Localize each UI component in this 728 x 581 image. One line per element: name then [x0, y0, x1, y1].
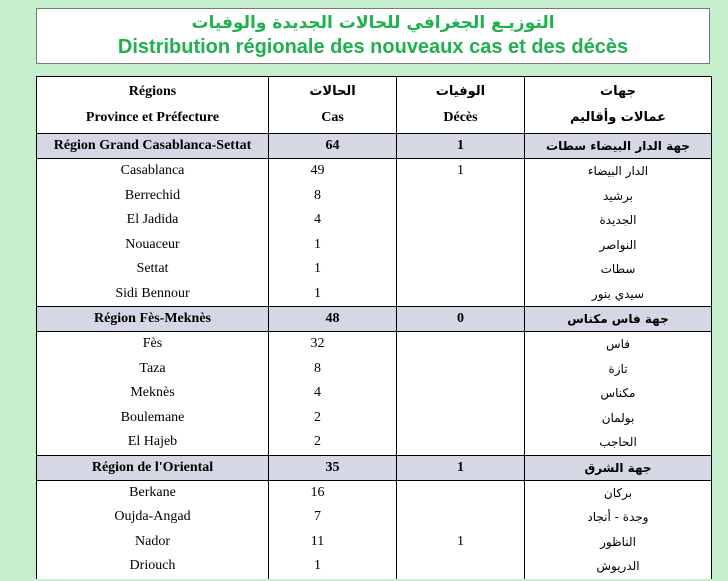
cell-region-fr: El Hajeb — [37, 430, 269, 455]
cell-region-fr: Région Grand Casablanca-Settat — [37, 134, 269, 159]
cell-region-fr: Casablanca — [37, 159, 269, 184]
cell-region-ar: مكناس — [525, 381, 712, 406]
table-row — [37, 381, 712, 406]
cell-cas: 32 — [269, 332, 397, 357]
cell-cas: 1 — [269, 257, 397, 282]
region-row — [37, 307, 712, 332]
cell-region-ar: بركان — [525, 480, 712, 505]
cell-region-fr: Meknès — [37, 381, 269, 406]
cell-region-fr: Région Fès-Meknès — [37, 307, 269, 332]
cell-deces — [397, 381, 525, 406]
table-row — [37, 184, 712, 209]
cell-deces — [397, 282, 525, 307]
table-row — [37, 159, 712, 184]
cell-deces — [397, 357, 525, 382]
cell-region-fr: Nador — [37, 530, 269, 555]
cell-region-fr: Oujda-Angad — [37, 505, 269, 530]
region-row — [37, 455, 712, 480]
table-row — [37, 282, 712, 307]
cell-region-fr: Fès — [37, 332, 269, 357]
region-row — [37, 134, 712, 159]
cell-cas: 64 — [269, 134, 397, 159]
cell-cas: 8 — [269, 357, 397, 382]
cell-region-fr: Driouch — [37, 554, 269, 579]
cell-region-ar: الدريوش — [525, 554, 712, 579]
cell-cas: 1 — [269, 282, 397, 307]
header-cas-fr: Cas — [321, 110, 344, 125]
cell-cas: 16 — [269, 480, 397, 505]
cell-region-ar: جهة الدار البيضاء سطات — [525, 134, 712, 159]
cell-region-ar: جهة الشرق — [525, 455, 712, 480]
table-row — [37, 480, 712, 505]
cell-region-ar: برشيد — [525, 184, 712, 209]
cell-deces: 0 — [397, 307, 525, 332]
title-box — [36, 8, 710, 64]
cell-deces: 1 — [397, 134, 525, 159]
header-region-ar-line1: جهات — [600, 84, 636, 99]
cell-region-fr: Région de l'Oriental — [37, 455, 269, 480]
header-region-fr-line1: Régions — [128, 84, 177, 99]
cell-region-ar: وجدة - أنجاد — [525, 505, 712, 530]
cell-cas: 1 — [269, 554, 397, 579]
cell-cas: 4 — [269, 381, 397, 406]
cell-deces: 1 — [397, 159, 525, 184]
cell-deces — [397, 233, 525, 258]
cell-cas: 35 — [269, 455, 397, 480]
header-deces-fr: Décès — [443, 110, 478, 125]
cell-cas: 11 — [269, 530, 397, 555]
cell-region-ar: سطات — [525, 257, 712, 282]
cell-deces — [397, 406, 525, 431]
cell-region-fr: Nouaceur — [37, 233, 269, 258]
header-deces-ar: الوفيات — [435, 84, 486, 99]
cell-region-ar: فاس — [525, 332, 712, 357]
distribution-table — [36, 76, 712, 579]
cell-region-fr: Sidi Bennour — [37, 282, 269, 307]
cell-region-fr: Settat — [37, 257, 269, 282]
cell-cas: 1 — [269, 233, 397, 258]
table-row — [37, 332, 712, 357]
cell-region-ar: سيدي بنور — [525, 282, 712, 307]
cell-region-fr: Berrechid — [37, 184, 269, 209]
title-arabic: التوزيـع الجغرافي للحالات الجديدة والوفيات — [191, 13, 555, 33]
cell-cas: 48 — [269, 307, 397, 332]
table-row — [37, 208, 712, 233]
cell-deces — [397, 257, 525, 282]
header-deces — [397, 77, 525, 134]
header-cas-ar: الحالات — [309, 84, 356, 99]
cell-deces — [397, 480, 525, 505]
cell-cas: 8 — [269, 184, 397, 209]
header-region-ar-line2: عمالات وأقاليم — [569, 110, 667, 125]
cell-deces — [397, 554, 525, 579]
cell-region-fr: Berkane — [37, 480, 269, 505]
table-row — [37, 233, 712, 258]
cell-region-fr: Taza — [37, 357, 269, 382]
cell-deces — [397, 184, 525, 209]
cell-region-ar: الدار البيضاء — [525, 159, 712, 184]
cell-region-ar: تازة — [525, 357, 712, 382]
table-row — [37, 530, 712, 555]
cell-deces — [397, 208, 525, 233]
cell-deces — [397, 430, 525, 455]
header-region-fr — [37, 77, 269, 134]
header-region-fr-line2: Province et Préfecture — [85, 110, 220, 125]
table-row — [37, 505, 712, 530]
cell-cas: 2 — [269, 430, 397, 455]
table-row — [37, 257, 712, 282]
table-row — [37, 554, 712, 579]
cell-region-fr: Boulemane — [37, 406, 269, 431]
cell-deces: 1 — [397, 455, 525, 480]
cell-deces — [397, 505, 525, 530]
cell-deces: 1 — [397, 530, 525, 555]
table-row — [37, 406, 712, 431]
table-row — [37, 430, 712, 455]
cell-region-ar: بولمان — [525, 406, 712, 431]
cell-cas: 49 — [269, 159, 397, 184]
table-header-row — [37, 77, 712, 134]
cell-region-fr: El Jadida — [37, 208, 269, 233]
title-french: Distribution régionale des nouveaux cas et des décès — [117, 36, 629, 58]
cell-cas: 7 — [269, 505, 397, 530]
table-body — [37, 77, 712, 579]
header-region-ar — [525, 77, 712, 134]
cell-cas: 4 — [269, 208, 397, 233]
cell-deces — [397, 332, 525, 357]
cell-region-ar: الناظور — [525, 530, 712, 555]
table-row — [37, 357, 712, 382]
header-cas — [269, 77, 397, 134]
cell-cas: 2 — [269, 406, 397, 431]
cell-region-ar: الجديدة — [525, 208, 712, 233]
cell-region-ar: النواصر — [525, 233, 712, 258]
cell-region-ar: الحاجب — [525, 430, 712, 455]
cell-region-ar: جهة فاس مكناس — [525, 307, 712, 332]
